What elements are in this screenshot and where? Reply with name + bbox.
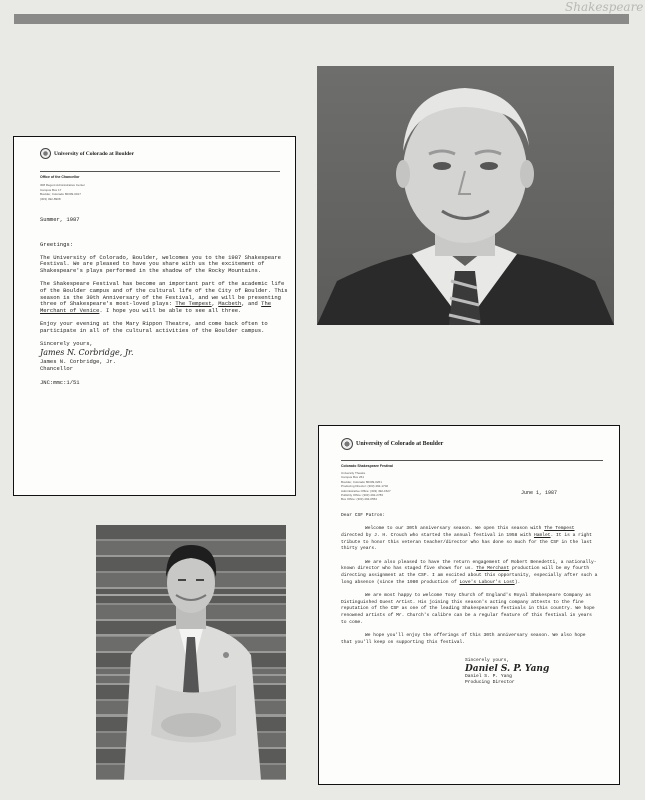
paragraph-text: We are also pleased to have the return engagement of Robert Benedetti, a nationally-known director who has staged five shows for us. (341, 559, 597, 572)
address-line: (303) 492-8908 (40, 196, 61, 201)
play-title: Hamlet (533, 533, 551, 539)
letter-paragraph-3: Enjoy your evening at the Mary Rippon Theatre, and come back often to participate in all of the cultural activities of the Boulder campus. (40, 319, 268, 334)
letterhead (341, 438, 605, 450)
paragraph-text: . It is a right tribute to honor this veteran teacher/director who has done so much for the CSF in the last thirty years. (341, 533, 592, 552)
letterhead-university: University of Colorado at Boulder (356, 441, 444, 447)
address-line: 308 Regent Administrative Center (40, 183, 85, 187)
letter-paragraph-2 (341, 560, 599, 586)
address-line: University Theatre (341, 471, 366, 475)
paragraph-text: directed by J. H. Crouch who started the annual festival in 1958 with (341, 533, 534, 539)
play-title: Macbeth (218, 300, 242, 308)
address-line: Administrative Office: (303) 492-1527 (341, 488, 391, 493)
ghost-text-left (8, 500, 88, 790)
play-title: The Tempest (544, 526, 575, 532)
chancellor-letter (13, 136, 296, 496)
paragraph-text: , (211, 300, 219, 308)
signature: James N. Corbridge, Jr. (40, 348, 134, 358)
letter-paragraph-3: We are most happy to welcome Tony Church of England's Royal Shakespeare Company as Distinguished Guest Artist. His joining this season's acting company attests to the fine reputation of the CSF as one of the leading Shakespearean festivals in this country. We hope renowned artists of Mr. Church's calibre can be a regular feature of this festival in years to come. (341, 593, 595, 625)
play-title: The Merchant (476, 566, 510, 572)
portrait-photo-director (96, 525, 286, 780)
letter-greeting: Greetings: (40, 240, 74, 248)
reference-line: JNC:mmc:1/51 (40, 378, 80, 386)
paragraph-text: ). (514, 579, 521, 585)
letter-paragraph-1: The University of Colorado, Boulder, welcomes you to the 1987 Shakespeare Festival. We are pleased to have you share with us the excitement of Shakespeare's plays performed in the shadow of the Rocky Mountains. (40, 253, 281, 275)
festival-letter (318, 425, 620, 785)
letter-closing: Sincerely yours, (40, 339, 93, 347)
letter-paragraph-4: We hope you'll enjoy the offerings of this 30th anniversary season. We also hope that you'll keep on supporting this festival. (341, 633, 586, 645)
paragraph-text: The Shakespeare Festival has become an important part of the academic life of the Boulder campus and of the cultural life of the City of Boulder. This season is the 30th Anniversary of the Festival, and we will be presenting three of Shakespeare's most-loved plays: (40, 279, 288, 308)
signature: Daniel S. P. Yang (465, 663, 550, 674)
signer-name: Daniel S. P. Yang (465, 673, 512, 679)
university-seal-icon (40, 148, 51, 159)
signer-title: Chancellor (40, 364, 74, 372)
letterhead-office: Office of the Chancellor (40, 175, 80, 179)
address-line: Box Office: (303) 492-0554 (341, 497, 377, 502)
closing-block (465, 658, 599, 686)
address-line: Boulder, Colorado 80309-0261 (341, 479, 382, 484)
play-title: Love's Labour's Lost (459, 579, 515, 585)
address-line: Campus Box 261 (341, 475, 365, 480)
letterhead-address (40, 183, 283, 201)
play-title: The Tempest (175, 300, 212, 308)
letter-body (341, 513, 599, 687)
letterhead-row (341, 468, 603, 502)
letter-date: June 1, 1987 (520, 490, 557, 496)
letterhead-rule (40, 171, 280, 172)
paragraph-text: Welcome to our 30th anniversary season. We open this season with (365, 526, 545, 532)
letter-body (40, 217, 290, 387)
letterhead (40, 148, 283, 159)
address-line: Producing Director: (303) 492-1702 (341, 484, 389, 489)
portrait-drawing (317, 66, 614, 325)
signer-title: Producing Director (465, 680, 515, 686)
header-bar (14, 14, 629, 24)
portrait-photo-chancellor (317, 66, 614, 325)
header-scribble: Shakespeare (565, 0, 644, 14)
portrait-drawing (96, 525, 286, 780)
paragraph-text: , and (241, 300, 262, 308)
address-line: Publicity Office: (303) 492-2783 (341, 493, 383, 498)
letterhead-university: University of Colorado at Boulder (54, 150, 135, 157)
letterhead-address (341, 471, 391, 502)
letter-paragraph-2 (40, 281, 290, 315)
play-title: The Merchant of Venice (40, 300, 272, 315)
letter-paragraph-1 (341, 526, 599, 552)
letter-closing: Sincerely yours, (465, 658, 510, 664)
university-seal-icon (341, 438, 353, 450)
letterhead-rule (341, 460, 603, 461)
signer-name: James N. Corbridge, Jr. (40, 358, 116, 366)
address-line: Boulder, Colorado 80309-0017 (40, 192, 81, 196)
letter-date: Summer, 1987 (40, 216, 80, 223)
letterhead-office: Colorado Shakespeare Festival (341, 464, 393, 468)
letter-salutation: Dear CSF Patron: (341, 512, 386, 518)
address-line: Campus Box 17 (40, 187, 62, 192)
paragraph-text: production will be my fourth directing assignment at the CSF. I am excited about this opportunity, especially after such a long absence (since the 1980 production of (341, 566, 598, 585)
paragraph-text: . I hope you will be able to see all three. (99, 307, 242, 315)
